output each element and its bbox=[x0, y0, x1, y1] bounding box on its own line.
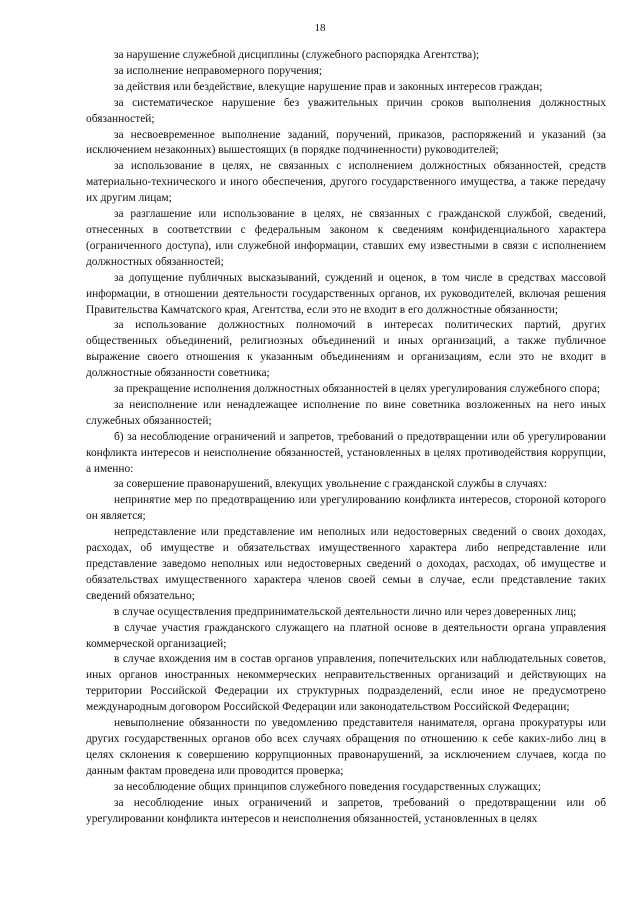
paragraph: за прекращение исполнения должностных обязанностей в целях урегулирования служебного спора; bbox=[114, 383, 601, 396]
paragraph: за нарушение служебной дисциплины (служебного распорядка Агентства); bbox=[114, 49, 480, 61]
paragraph: за систематическое нарушение без уважительных причин сроков выполнения должностных обязанностей; bbox=[86, 96, 606, 125]
paragraph: за совершение правонарушений, влекущих увольнение с гражданской службы в случаях: bbox=[114, 478, 547, 491]
page-number: 18 bbox=[314, 22, 326, 34]
paragraph: за неисполнение или ненадлежащее исполнение по вине советника возложенных на него иных служебных обязанностей; bbox=[86, 398, 606, 427]
paragraph: б) за несоблюдение ограничений и запретов, требований о предотвращении или об урегулировании конфликта интересов и неисполнение обязанностей, установленных в целях противодействия коррупции, а именно: bbox=[86, 430, 606, 475]
paragraph: в случае участия гражданского служащего на платной основе в деятельности органа управления коммерческой организацией; bbox=[86, 621, 606, 650]
paragraph: за несоблюдение общих принципов служебного поведения государственных служащих; bbox=[114, 780, 541, 793]
paragraph: за разглашение или использование в целях, не связанных с гражданской службой, сведений, отнесенных в соответствии с федеральным законом к сведениям конфиденциального характера (ограниченного доступа), или служебной информации, ставших ему известными в связи с исполнением должностных обязанностей; bbox=[86, 208, 606, 268]
paragraph: за использование должностных полномочий в интересах политических партий, других общественных объединений, религиозных объединений и иных организаций, а также публичное выражение своего отношения к указанным объединениям и организациям, если это не входит в должностные обязанности советника; bbox=[86, 319, 606, 380]
paragraph: за использование в целях, не связанных с исполнением должностных обязанностей, средств материально-технического и иного обеспечения, другого государственного имущества, а также передачу их другим лицам; bbox=[86, 160, 606, 205]
paragraph: непредставление или представление им неполных или недостоверных сведений о своих доходах, расходах, об имуществе и обязательствах имущественного характера либо непредставление или представление заведомо неполных или недостоверных сведений о доходах, расходах, об имуществе и обязательствах имущественного характера членов своей семьи в случае, если представление таких сведений обязательно; bbox=[86, 526, 606, 602]
paragraph: за действия или бездействие, влекущие нарушение прав и законных интересов граждан; bbox=[114, 80, 543, 93]
paragraph: за несвоевременное выполнение заданий, поручений, приказов, распоряжений и указаний (за исключением незаконных) вышестоящих (в порядке подчиненности) руководителей; bbox=[86, 128, 606, 157]
paragraph: за исполнение неправомерного поручения; bbox=[114, 64, 322, 77]
paragraph: за несоблюдение иных ограничений и запретов, требований о предотвращении или об урегулировании конфликта интересов и неисполнения обязанностей, установленных в целях bbox=[86, 796, 606, 825]
paragraph: в случае вхождения им в состав органов управления, попечительских или наблюдательных советов, иных органов иностранных некоммерческих неправительственных организаций и действующих на территории Российской Федерации их структурных подразделений, если иное не предусмотрено международным договором Российской Федерации или законодательством Российской Федерации; bbox=[86, 653, 606, 714]
paragraph: невыполнение обязанности по уведомлению представителя нанимателя, органа прокуратуры или других государственных органов обо всех случаях обращения по отношению к себе каких-либо лиц в целях склонения к совершению коррупционных правонарушений, за исключением случаев, когда по данным фактам проведена или проводится проверка; bbox=[86, 717, 606, 777]
document-body bbox=[86, 48, 606, 827]
paragraph: за допущение публичных высказываний, суждений и оценок, в том числе в средствах массовой информации, в отношении деятельности государственных органов, их руководителей, включая решения Правительства Камчатского края, Агентства, если это не входит в его должностные обязанности; bbox=[86, 271, 606, 316]
paragraph: в случае осуществления предпринимательской деятельности лично или через доверенных лиц; bbox=[114, 605, 577, 618]
paragraph: непринятие мер по предотвращению или урегулированию конфликта интересов, стороной которого он является; bbox=[86, 494, 606, 523]
